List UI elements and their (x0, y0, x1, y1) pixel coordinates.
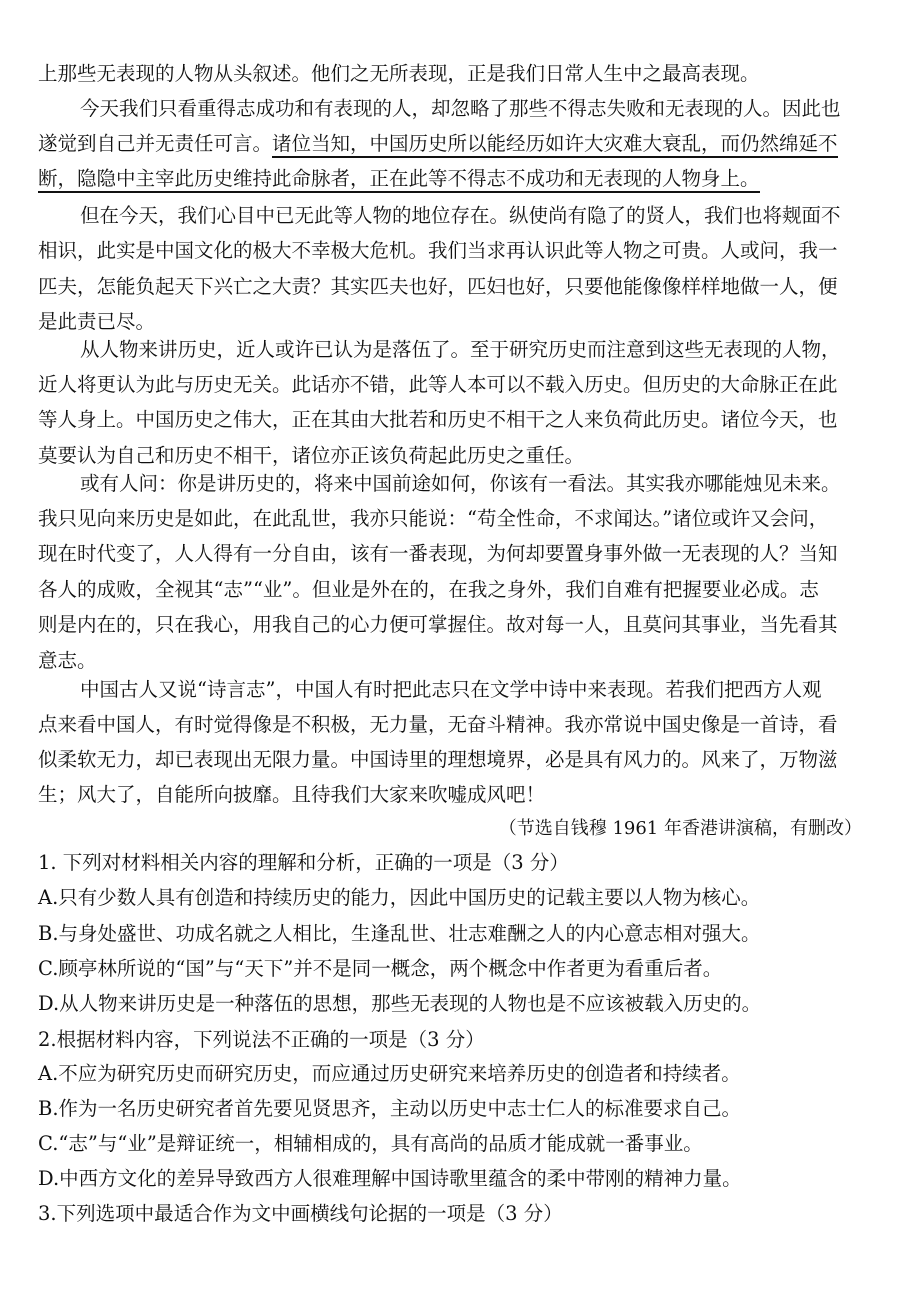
answer-option[interactable]: B.与身处盛世、功成名就之人相比，生逢乱世、壮志难酬之人的内心意志相对强大。 (38, 922, 761, 945)
line-text: 点来看中国人，有时觉得像是不积极，无力量，无奋斗精神。我亦常说中国史像是一首诗，看 (38, 713, 838, 736)
text-line (38, 403, 862, 437)
line-text: 今天我们只看重得志成功和有表现的人，却忽略了那些不得志失败和无表现的人。因此也 (80, 97, 841, 120)
answer-option[interactable]: A.不应为研究历史而研究历史，而应通过历史研究来培养历史的创造者和持续者。 (38, 1062, 741, 1085)
question-stem: 3.下列选项中最适合作为文中画横线句论据的一项是（3 分） (38, 1202, 563, 1225)
text-line (38, 573, 862, 607)
text-line (38, 270, 862, 304)
line-text: 上那些无表现的人物从头叙述。他们之无所表现，正是我们日常人生中之最高表现。 (38, 62, 760, 85)
line-text: 似柔软无力，却已表现出无限力量。中国诗里的理想境界，必是具有风力的。风来了，万物滋 (38, 748, 838, 771)
text-line (80, 673, 862, 707)
line-text: 我只见向来历史是如此，在此乱世，我亦只能说：“苟全性命，不求闻达。”诸位或许又会问， (38, 507, 829, 530)
answer-option[interactable]: D.中西方文化的差异导致西方人很难理解中国诗歌里蕴含的柔中带刚的精神力量。 (38, 1167, 742, 1190)
line-text: 遂觉到自己并无责任可言。 (38, 132, 273, 155)
line-text: 或有人问：你是讲历史的，将来中国前途如何，你该有一看法。其实我亦哪能烛见未来。 (80, 472, 841, 495)
line-text: 匹夫，怎能负起天下兴亡之大责？其实匹夫也好，匹妇也好，只要他能像像样样地做一人，便 (38, 275, 838, 298)
text-line (38, 502, 862, 536)
answer-option[interactable]: B.作为一名历史研究者首先要见贤思齐，主动以历史中志士仁人的标准要求自己。 (38, 1097, 742, 1120)
line-text: 是此责已尽。 (38, 310, 156, 333)
underlined-sentence: 断，隐隐中主宰此历史维持此命脉者，正在此等不得志不成功和无表现的人物身上。 (38, 167, 760, 193)
underlined-sentence: 诸位当知，中国历史所以能经历如许大灾难大衰乱，而仍然绵延不 (272, 132, 838, 158)
text-line (38, 778, 862, 812)
text-line (80, 467, 862, 501)
answer-option[interactable]: A.只有少数人具有创造和持续历史的能力，因此中国历史的记载主要以人物为核心。 (38, 886, 761, 909)
text-line (38, 162, 862, 196)
answer-option[interactable]: C.“志”与“业”是辩证统一，相辅相成的，具有高尚的品质才能成就一番事业。 (38, 1132, 703, 1155)
line-text: 但在今天，我们心目中已无此等人物的地位存在。纵使尚有隐了的贤人，我们也将觌面不 (80, 204, 841, 227)
text-line (38, 127, 862, 161)
text-line (38, 708, 862, 742)
line-text: 相识，此实是中国文化的极大不幸极大危机。我们当求再认识此等人物之可贵。人或问，我一 (38, 239, 838, 262)
text-line (38, 368, 862, 402)
text-line (38, 743, 862, 777)
text-line (38, 234, 862, 268)
line-text: 则是内在的，只在我心，用我自己的心力便可掌握住。故对每一人，且莫问其事业，当先看其 (38, 613, 838, 636)
text-line (38, 608, 862, 642)
line-text: 从人物来讲历史，近人或许已认为是落伍了。至于研究历史而注意到这些无表现的人物， (80, 338, 841, 361)
text-line (80, 92, 862, 126)
line-text: 近人将更认为此与历史无关。此话亦不错，此等人本可以不载入历史。但历史的大命脉正在此 (38, 373, 838, 396)
answer-option[interactable]: D.从人物来讲历史是一种落伍的思想，那些无表现的人物也是不应该被载入历史的。 (38, 992, 762, 1015)
answer-option[interactable]: C.顾亭林所说的“国”与“天下”并不是同一概念，两个概念中作者更为看重后者。 (38, 957, 723, 980)
source-citation: （节选自钱穆 1961 年香港讲演稿，有删改） (498, 818, 862, 839)
line-text: 各人的成败，全视其“志”“业”。但业是外在的，在我之身外，我们自难有把握要业必成。志 (38, 578, 819, 601)
line-text: 生；风大了，自能所向披靡。且待我们大家来吹嘘成风吧！ (38, 783, 546, 806)
line-text: 意志。 (38, 649, 97, 672)
line-text: 等人身上。中国历史之伟大，正在其由大批若和历史不相干之人来负荷此历史。诸位今天，也 (38, 408, 838, 431)
line-text: 中国古人又说“诗言志”，中国人有时把此志只在文学中诗中来表现。若我们把西方人观 (80, 678, 822, 701)
line-text: 现在时代变了，人人得有一分自由，该有一番表现，为何却要置身事外做一无表现的人？当知 (38, 542, 838, 565)
question-stem: 1. 下列对材料相关内容的理解和分析，正确的一项是（3 分） (38, 851, 569, 874)
text-line (38, 57, 862, 91)
text-line (80, 333, 862, 367)
line-text: 莫要认为自己和历史不相干，诸位亦正该负荷起此历史之重任。 (38, 444, 585, 467)
text-line (38, 537, 862, 571)
text-line (80, 199, 862, 233)
question-stem: 2.根据材料内容，下列说法不正确的一项是（3 分） (38, 1028, 485, 1051)
